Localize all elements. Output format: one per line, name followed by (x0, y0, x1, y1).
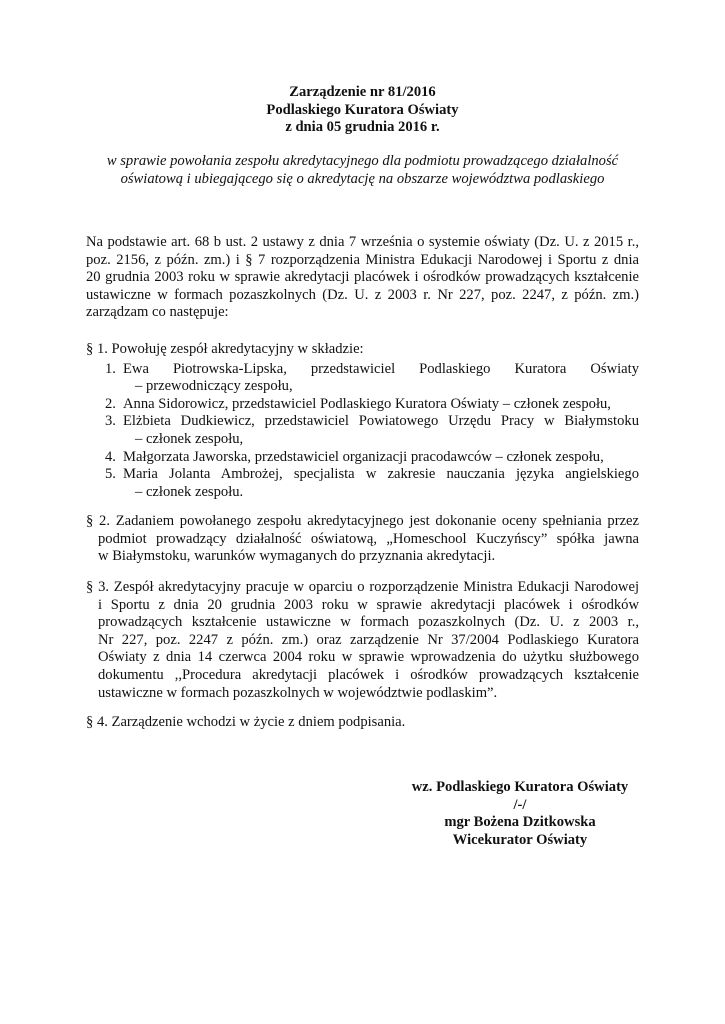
list-item (86, 413, 639, 448)
subject-line-2: oświatową i ubiegającego się o akredytację na obszarze województwa podlaskiego (120, 170, 605, 187)
document-header (0, 84, 725, 137)
document-title: Zarządzenie nr 81/2016 (289, 84, 436, 100)
intro-line: zarządzam co następuje: (86, 304, 229, 321)
document-date: z dnia 05 grudnia 2016 r. (285, 119, 440, 135)
list-item (86, 449, 639, 467)
intro-line: Na podstawie art. 68 b ust. 2 ustawy z dnia 7 września o systemie oświaty (Dz. U. z 2015 r., (86, 234, 639, 250)
list-item-role: – przewodniczący zespołu, (135, 378, 293, 395)
section-3-line: § 3. Zespół akredytacyjny pracuje w oparciu o rozporządzenie Ministra Edukacji Narodowej (86, 579, 639, 595)
intro-paragraph (86, 234, 639, 322)
list-item-role: – członek zespołu, (135, 430, 244, 447)
list-item (86, 396, 639, 414)
signatory-name: mgr Bożena Dzitkowska (444, 814, 596, 831)
section-4 (86, 714, 639, 732)
document-subject (0, 153, 725, 188)
section-3-line: Nr 227, poz. 2247 z późn. zm.) oraz zarządzenie Nr 37/2004 Podlaskiego Kuratora (98, 631, 639, 648)
section-2-line: w Białymstoku, warunków wymaganych do przyznania akredytacji. (98, 548, 496, 565)
section-1 (86, 341, 639, 501)
section-1-heading: § 1. Powołuję zespół akredytacyjny w składzie: (86, 341, 364, 357)
section-3-line: prowadzących kształcenie ustawiczne w formach pozaszkolnych (Dz. U. z 2003 r., (98, 614, 639, 631)
section-2 (86, 513, 639, 566)
signature-mark: /-/ (513, 796, 527, 813)
signature-title: wz. Podlaskiego Kuratora Oświaty (411, 779, 629, 795)
section-2-line: podmiot prowadzący działalność oświatową, „Homeschool Kuczyńscy” spółka jawna (98, 530, 639, 547)
list-item-text: Elżbieta Dudkiewicz, przedstawiciel Powiatowego Urzędu Pracy w Białymstoku (123, 413, 639, 430)
list-item-role: – członek zespołu. (135, 483, 244, 500)
list-item-number: 2. (105, 395, 116, 412)
list-item (86, 361, 639, 396)
section-2-line: § 2. Zadaniem powołanego zespołu akredytacyjnego jest dokonanie oceny spełniania przez (86, 513, 639, 529)
list-item-text: Maria Jolanta Ambrożej, specjalista w zakresie nauczania języka angielskiego (123, 466, 639, 483)
document-issuer: Podlaskiego Kuratora Oświaty (266, 101, 459, 118)
list-item-number: 1. (105, 360, 116, 377)
section-4-text: § 4. Zarządzenie wchodzi w życie z dniem podpisania. (86, 714, 406, 730)
list-item-number: 3. (105, 413, 116, 430)
list-item-text: Małgorzata Jaworska, przedstawiciel organizacji pracodawców – członek zespołu, (123, 448, 604, 465)
signature-block (395, 779, 645, 849)
list-item (86, 466, 639, 501)
list-item-number: 4. (105, 448, 116, 465)
section-3-line: i Sportu z dnia 20 grudnia 2003 roku w sprawie akredytacji placówek i ośrodków (98, 596, 639, 613)
list-item-number: 5. (105, 466, 116, 483)
team-members-list (86, 361, 639, 502)
subject-line-1: w sprawie powołania zespołu akredytacyjnego dla podmiotu prowadzącego działalność (106, 153, 619, 169)
section-3-line: dokumentu ,,Procedura akredytacji placówek i ośrodków prowadzących kształcenie (98, 666, 639, 683)
list-item-text: Anna Sidorowicz, przedstawiciel Podlaskiego Kuratora Oświaty – członek zespołu, (123, 395, 611, 412)
section-3-line: Oświaty z dnia 14 czerwca 2004 roku w sprawie wprowadzenia do użytku służbowego (98, 649, 639, 666)
section-3-line: ustawiczne w formach pozaszkolnych w województwie podlaskim”. (98, 684, 498, 701)
intro-line: poz. 2156, z późn. zm.) i § 7 rozporządzenia Ministra Edukacji Narodowej i Sportu z dnia (86, 251, 639, 268)
intro-line: ustawiczne w formach pozaszkolnych (Dz. U. z 2003 r. Nr 227, poz. 2247, z późn. zm.) (86, 286, 639, 303)
intro-line: 20 grudnia 2003 roku w sprawie akredytacji placówek i ośrodków prowadzących kształcenie (86, 269, 639, 286)
section-3 (86, 579, 639, 702)
list-item-text: Ewa Piotrowska-Lipska, przedstawiciel Podlaskiego Kuratora Oświaty (123, 360, 639, 377)
signatory-position: Wicekurator Oświaty (452, 831, 588, 848)
